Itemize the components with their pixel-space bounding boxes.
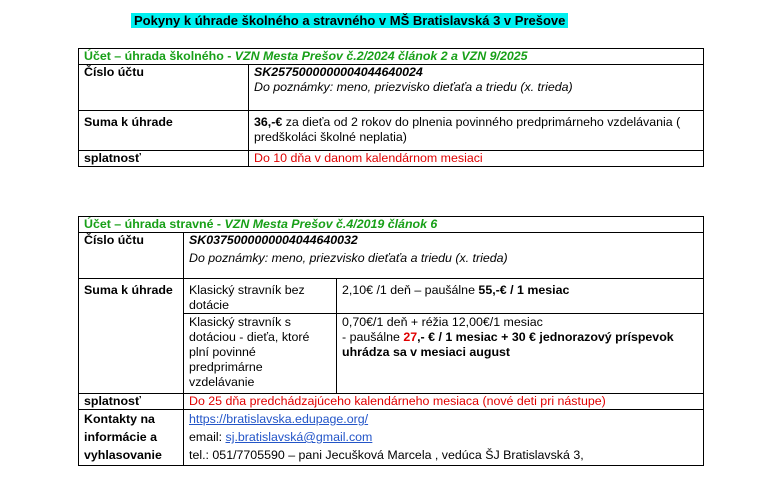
tuition-header: [79, 49, 704, 65]
page-title: Pokyny k úhrade školného a stravného v MŠ Bratislavská 3 v Prešove: [131, 13, 568, 28]
contact-label: Kontakty na informácie a vyhlasovanie: [79, 410, 184, 466]
tuition-header-lead: Účet – úhrada školného -: [84, 49, 235, 63]
meals-row2-line1: 0,70€/1 deň + réžia 12,00€/1 mesiac: [342, 315, 543, 329]
tuition-account-number[interactable]: SK2575000000004044640024: [254, 65, 423, 79]
meals-row2-price: [337, 314, 704, 394]
meals-header-lead: Účet – úhrada stravné -: [84, 217, 225, 231]
meals-row2-line2-b: ,- € / 1 mesiac + 30 € jednorazový príspevok uhrádza sa v mesiaci august: [342, 330, 674, 359]
tuition-account-label: Číslo účtu: [79, 65, 249, 111]
tuition-amount-label: Suma k úhrade: [79, 111, 249, 151]
tuition-amount-text: za dieťa od 2 rokov do plnenia povinného predprimárneho vzdelávania ( predškoláci školné neplatia): [254, 115, 681, 144]
meals-account-note: Do poznámky: meno, priezvisko dieťaťa a triedu (x. trieda): [189, 251, 508, 265]
tuition-due-label: splatnosť: [79, 151, 249, 167]
meals-account-number[interactable]: SK0375000000004044640032: [189, 233, 358, 247]
meals-table: [78, 216, 704, 466]
meals-row2-type: Klasický stravník s dotáciou - dieťa, ktoré plní povinné predprimárne vzdelávanie: [184, 314, 337, 394]
meals-due-value: Do 25 dňa predchádzajúceho kalendárneho mesiaca (nové deti pri nástupe): [184, 394, 704, 410]
tuition-header-ref: VZN Mesta Prešov č.2/2024 článok 2 a VZN 9/2025: [234, 49, 528, 63]
email-prefix: email:: [189, 430, 226, 444]
contact-cell: [184, 410, 704, 466]
meals-row1-type: Klasický stravník bez dotácie: [184, 279, 337, 314]
phone-text: tel.: 051/7705590 – pani Jecušková Marcela , vedúca ŠJ Bratislavská 3,: [189, 448, 584, 462]
meals-account-cell: [184, 233, 704, 279]
meals-account-label: Číslo účtu: [79, 233, 184, 279]
meals-row2-line2-a: - paušálne: [342, 330, 404, 344]
email-link[interactable]: sj.bratislavská@gmail.com: [225, 430, 373, 444]
meals-row2-line2: [342, 330, 698, 360]
meals-due-label: splatnosť: [79, 394, 184, 410]
website-link[interactable]: https://bratislavska.edupage.org/: [189, 412, 369, 426]
meals-row1-price: [337, 279, 704, 314]
tuition-table: [78, 48, 704, 167]
tuition-account-cell: [249, 65, 704, 111]
tuition-amount-cell: [249, 111, 704, 151]
meals-amount-label: Suma k úhrade: [79, 279, 184, 394]
meals-row1-price-b: 55,-€ / 1 mesiac: [478, 283, 570, 297]
meals-header: [79, 217, 704, 233]
tuition-account-note: Do poznámky: meno, priezvisko dieťaťa a triedu (x. trieda): [254, 80, 573, 94]
meals-header-ref: VZN Mesta Prešov č.4/2019 článok 6: [224, 217, 438, 231]
tuition-amount-value: 36,-€: [254, 115, 283, 129]
meals-row1-price-a: 2,10€ /1 deň – paušálne: [342, 283, 479, 297]
meals-row2-line2-red: 27: [403, 330, 418, 344]
tuition-due-value: Do 10 dňa v danom kalendárnom mesiaci: [249, 151, 704, 167]
